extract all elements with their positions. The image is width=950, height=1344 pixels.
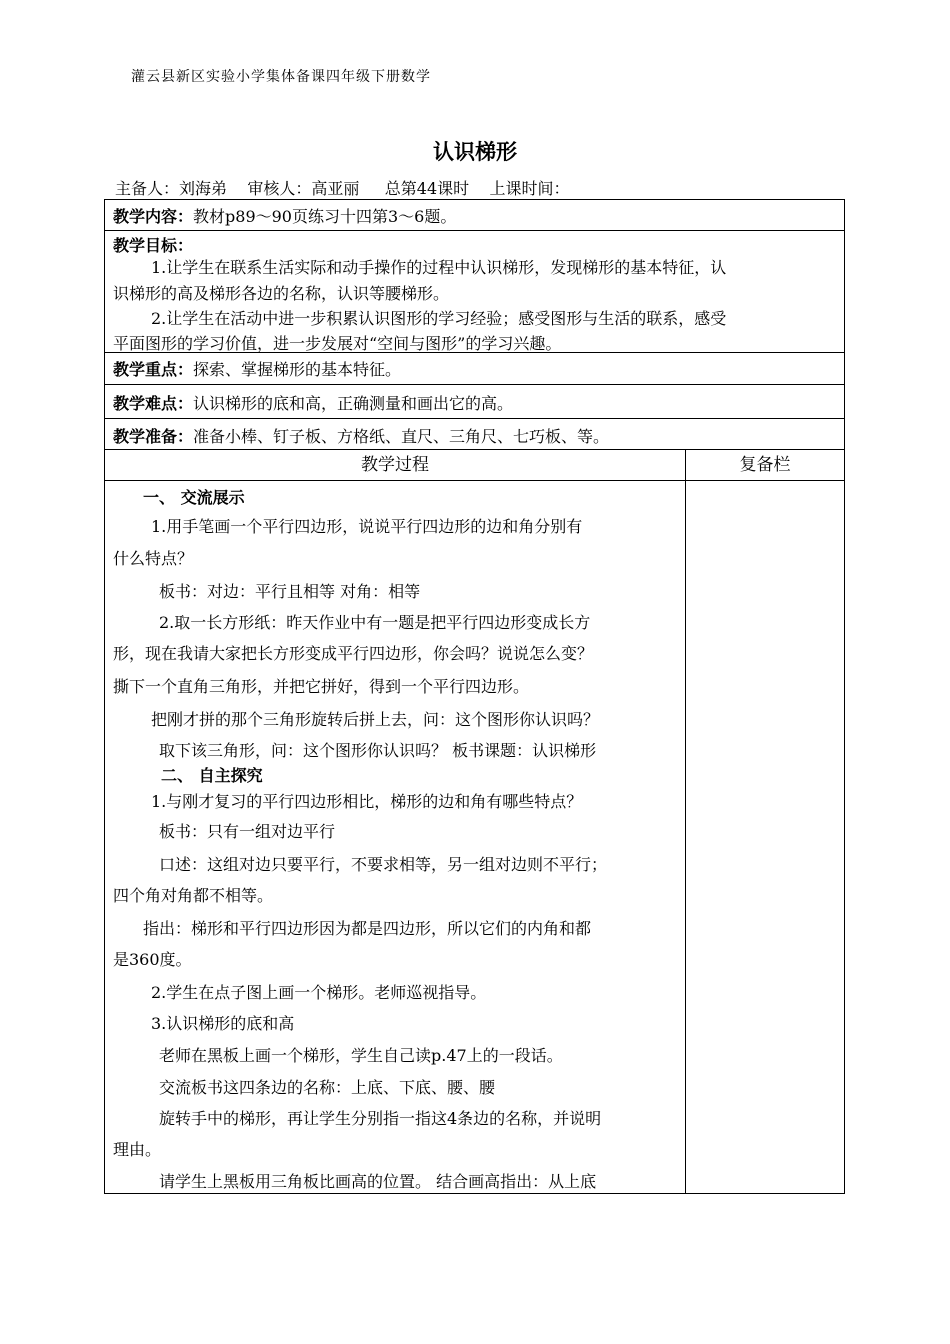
process-line: 板书：只有一组对边平行 bbox=[159, 822, 336, 841]
process-line: 撕下一个直角三角形，并把它拼好，得到一个平行四边形。 bbox=[113, 677, 530, 696]
objective-line: 平面图形的学习价值，进一步发展对“空间与图形”的学习兴趣。 bbox=[113, 334, 562, 353]
key-points-label: 教学重点： bbox=[113, 360, 194, 379]
process-line: 1.与刚才复习的平行四边形相比，梯形的边和角有哪些特点？ bbox=[151, 792, 583, 811]
process-line: 2.取一长方形纸：昨天作业中有一题是把平行四边形变成长方 bbox=[159, 613, 591, 632]
process-line: 指出：梯形和平行四边形因为都是四边形，所以它们的内角和都 bbox=[143, 919, 592, 938]
process-line: 1.用手笔画一个平行四边形，说说平行四边形的边和角分别有 bbox=[151, 517, 583, 536]
objective-line: 2.让学生在活动中进一步积累认识图形的学习经验；感受图形与生活的联系，感受 bbox=[151, 309, 727, 328]
difficulties-label: 教学难点： bbox=[113, 394, 194, 413]
preparation-text: 准备小棒、钉子板、方格纸、直尺、三角尺、七巧板、等。 bbox=[193, 427, 610, 446]
objectives-row bbox=[105, 231, 844, 353]
process-line: 形，现在我请大家把长方形变成平行四边形，你会吗？说说怎么变？ bbox=[113, 644, 594, 663]
process-line: 老师在黑板上画一个梯形，学生自己读p.47上的一段话。 bbox=[159, 1046, 563, 1065]
content-label: 教学内容： bbox=[113, 207, 194, 226]
section-heading: 二、 自主探究 bbox=[161, 766, 263, 785]
process-line: 口述：这组对边只要平行，不要求相等，另一组对边则不平行； bbox=[159, 855, 608, 874]
lesson-plan-table bbox=[104, 199, 845, 1194]
process-line: 四个角对角都不相等。 bbox=[113, 886, 274, 905]
difficulties-text: 认识梯形的底和高，正确测量和画出它的高。 bbox=[193, 394, 514, 413]
document-header: 灌云县新区实验小学集体备课四年级下册数学 bbox=[131, 69, 431, 85]
content-row bbox=[105, 200, 844, 231]
preparation-row bbox=[105, 419, 844, 450]
process-line: 板书：对边：平行且相等 对角：相等 bbox=[159, 582, 421, 601]
process-column-header: 教学过程 bbox=[361, 455, 429, 475]
process-line: 是360度。 bbox=[113, 950, 192, 969]
section-heading: 一、 交流展示 bbox=[143, 488, 245, 507]
process-line: 什么特点？ bbox=[113, 549, 194, 568]
difficulties-row bbox=[105, 385, 844, 419]
objective-line: 1.让学生在联系生活实际和动手操作的过程中认识梯形，发现梯形的基本特征，认 bbox=[151, 258, 727, 277]
lesson-meta: 主备人：刘海弟 审核人：高亚丽 总第44课时 上课时间： bbox=[115, 179, 570, 198]
preparation-label: 教学准备： bbox=[113, 427, 194, 446]
page-title: 认识梯形 bbox=[433, 140, 517, 164]
process-line: 旋转手中的梯形，再让学生分别指一指这4条边的名称，并说明 bbox=[159, 1109, 602, 1128]
process-line: 把刚才拼的那个三角形旋转后拼上去，问：这个图形你认识吗？ bbox=[151, 710, 600, 729]
process-line: 3.认识梯形的底和高 bbox=[151, 1014, 295, 1033]
process-line: 取下该三角形，问：这个图形你认识吗？ 板书课题：认识梯形 bbox=[159, 741, 597, 760]
column-divider bbox=[685, 450, 686, 1193]
key-points-row bbox=[105, 353, 844, 385]
process-line: 理由。 bbox=[113, 1140, 162, 1159]
process-line: 2.学生在点子图上画一个梯形。老师巡视指导。 bbox=[151, 983, 487, 1002]
header-divider bbox=[105, 480, 844, 481]
process-line: 交流板书这四条边的名称：上底、下底、腰、腰 bbox=[159, 1078, 496, 1097]
content-text: 教材p89～90页练习十四第3～6题。 bbox=[193, 207, 457, 226]
notes-column-header: 复备栏 bbox=[739, 455, 791, 475]
objectives-label: 教学目标： bbox=[113, 236, 194, 255]
process-line: 请学生上黑板用三角板比画高的位置。 结合画高指出：从上底 bbox=[159, 1172, 597, 1191]
key-points-text: 探索、掌握梯形的基本特征。 bbox=[193, 360, 402, 379]
objective-line: 识梯形的高及梯形各边的名称，认识等腰梯形。 bbox=[113, 284, 450, 303]
